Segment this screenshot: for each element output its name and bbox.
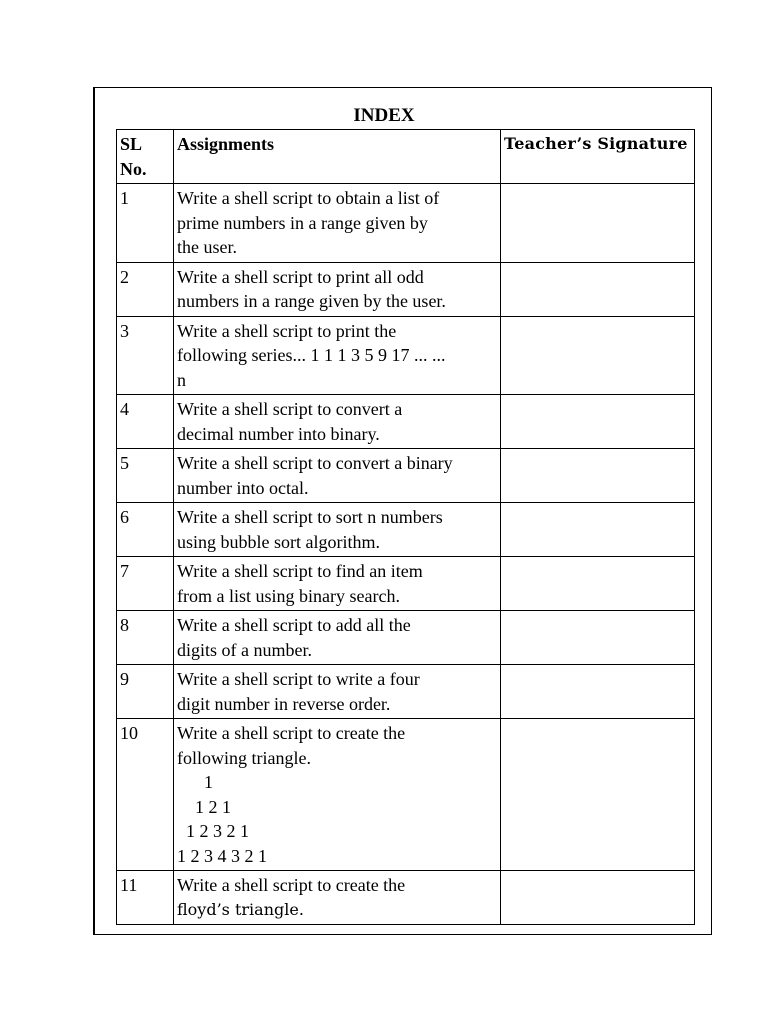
assignment-line: Write a shell script to add all the bbox=[177, 615, 411, 635]
assignment-line: digit number in reverse order. bbox=[177, 693, 391, 714]
assignment-cell bbox=[174, 395, 501, 449]
assignment-line: Write a shell script to print all odd bbox=[177, 266, 424, 287]
table-row bbox=[117, 395, 695, 449]
assignment-line: Write a shell script to obtain a list of bbox=[177, 188, 440, 208]
signature-cell bbox=[501, 871, 695, 925]
table-body bbox=[117, 184, 695, 925]
signature-cell bbox=[501, 611, 695, 665]
header-sl-line: SL bbox=[120, 134, 143, 154]
assignment-line: Write a shell script to find an item bbox=[177, 561, 423, 581]
assignment-cell bbox=[174, 316, 501, 395]
sl-cell: 1 bbox=[117, 184, 174, 263]
triangle-line: 1 2 1 bbox=[177, 796, 231, 817]
assignment-line: following series... 1 1 1 3 5 9 17 ... ... bbox=[177, 345, 446, 365]
assignment-line: Write a shell script to write a four bbox=[177, 669, 420, 689]
signature-cell bbox=[501, 449, 695, 503]
sl-cell: 9 bbox=[117, 665, 174, 719]
assignment-line: digits of a number. bbox=[177, 639, 312, 660]
table-header-row bbox=[117, 130, 695, 184]
assignment-line: numbers in a range given by the user. bbox=[177, 291, 446, 311]
assignment-line: Write a shell script to create the bbox=[177, 723, 406, 743]
assignment-line: following triangle. bbox=[177, 747, 311, 768]
sl-cell: 6 bbox=[117, 503, 174, 557]
assignment-cell bbox=[174, 871, 501, 925]
header-assignments: Assignments bbox=[174, 130, 501, 184]
triangle-line: 1 2 3 2 1 bbox=[177, 821, 249, 841]
assignment-line: Write a shell script to convert a bbox=[177, 399, 403, 419]
assignment-line: the user. bbox=[177, 237, 237, 257]
assignment-line: floyd’s triangle. bbox=[177, 899, 304, 919]
assignment-line: prime numbers in a range given by bbox=[177, 212, 428, 233]
table-row bbox=[117, 503, 695, 557]
sl-cell: 10 bbox=[117, 719, 174, 871]
assignment-cell bbox=[174, 503, 501, 557]
table-row bbox=[117, 557, 695, 611]
table-row bbox=[117, 871, 695, 925]
assignment-line: from a list using binary search. bbox=[177, 585, 400, 606]
triangle-line: 1 2 3 4 3 2 1 bbox=[177, 845, 267, 866]
header-teacher-signature: Teacher’s Signature bbox=[501, 130, 695, 184]
assignment-cell bbox=[174, 557, 501, 611]
signature-cell bbox=[501, 262, 695, 316]
assignment-line: Write a shell script to create the bbox=[177, 875, 406, 895]
signature-cell bbox=[501, 719, 695, 871]
page-title: INDEX bbox=[353, 105, 415, 126]
table-row bbox=[117, 719, 695, 871]
assignment-line: decimal number into binary. bbox=[177, 423, 380, 444]
assignment-line: using bubble sort algorithm. bbox=[177, 531, 380, 552]
assignment-cell bbox=[174, 449, 501, 503]
signature-cell bbox=[501, 395, 695, 449]
sl-cell: 4 bbox=[117, 395, 174, 449]
signature-cell bbox=[501, 557, 695, 611]
index-table bbox=[116, 129, 695, 925]
assignment-line: Write a shell script to convert a binary bbox=[177, 453, 453, 473]
table-row bbox=[117, 611, 695, 665]
triangle-line: 1 bbox=[177, 772, 213, 792]
signature-cell bbox=[501, 503, 695, 557]
table-row bbox=[117, 262, 695, 316]
table-row bbox=[117, 184, 695, 263]
sl-cell: 7 bbox=[117, 557, 174, 611]
signature-cell bbox=[501, 316, 695, 395]
header-no-line: No. bbox=[120, 158, 147, 179]
assignment-cell bbox=[174, 184, 501, 263]
header-sl-no bbox=[117, 130, 174, 184]
assignment-cell bbox=[174, 665, 501, 719]
assignment-cell bbox=[174, 719, 501, 871]
assignment-cell bbox=[174, 262, 501, 316]
sl-cell: 5 bbox=[117, 449, 174, 503]
assignment-line: Write a shell script to sort n numbers bbox=[177, 507, 443, 527]
table-row bbox=[117, 665, 695, 719]
sl-cell: 8 bbox=[117, 611, 174, 665]
sl-cell: 3 bbox=[117, 316, 174, 395]
signature-cell bbox=[501, 665, 695, 719]
assignment-line: number into octal. bbox=[177, 477, 309, 498]
assignment-line: Write a shell script to print the bbox=[177, 320, 397, 341]
sl-cell: 2 bbox=[117, 262, 174, 316]
assignment-cell bbox=[174, 611, 501, 665]
assignment-line: n bbox=[177, 369, 186, 390]
table-row bbox=[117, 449, 695, 503]
sl-cell: 11 bbox=[117, 871, 174, 925]
table-row bbox=[117, 316, 695, 395]
signature-cell bbox=[501, 184, 695, 263]
